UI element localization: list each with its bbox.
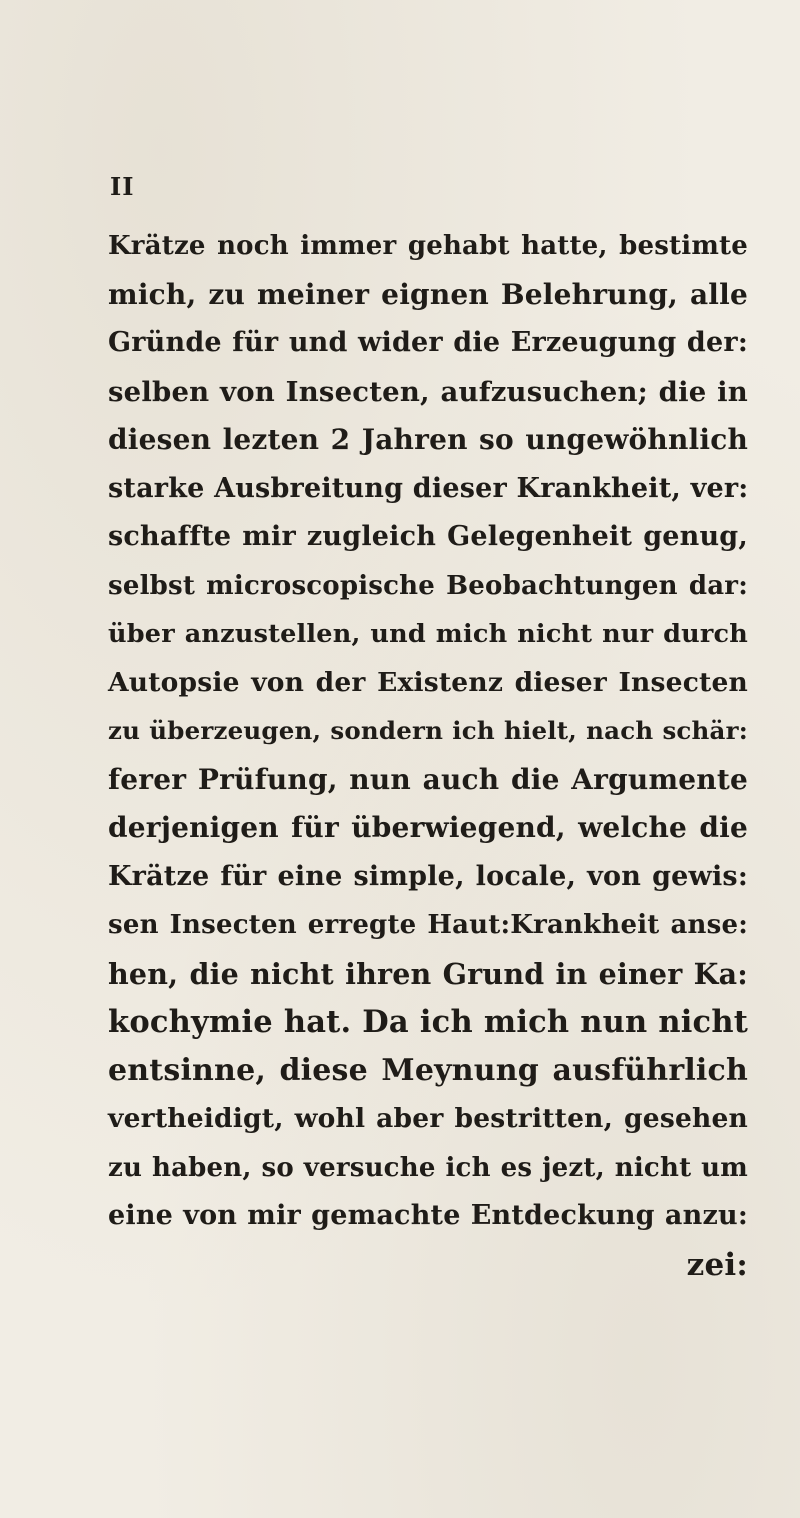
- body-text: [108, 222, 748, 1289]
- text-line: zu haben, so versuche ich es jezt, nicht um: [108, 1152, 748, 1183]
- text-line: entsinne, diese Meynung ausführlich: [108, 1052, 748, 1088]
- text-line: schaffte mir zugleich Gelegenheit genug,: [108, 521, 748, 552]
- text-line: kochymie hat. Da ich mich nun nicht: [108, 1004, 748, 1040]
- text-line: Autopsie von der Existenz dieser Insecten: [108, 666, 748, 698]
- text-line: Gründe für und wider die Erzeugung der:: [108, 327, 748, 358]
- text-line: Krätze noch immer gehabt hatte, bestimte: [108, 231, 748, 261]
- text-line: vertheidigt, wohl aber bestritten, gesehen: [108, 1103, 748, 1134]
- text-line: zu überzeugen, sondern ich hielt, nach schär:: [108, 716, 748, 745]
- text-line: über anzustellen, und mich nicht nur durch: [108, 619, 748, 649]
- text-line: ferer Prüfung, nun auch die Argumente: [108, 762, 748, 796]
- text-line: hen, die nicht ihren Grund in einer Ka:: [108, 956, 748, 991]
- text-line: sen Insecten erregte Haut:Krankheit anse:: [108, 910, 748, 940]
- text-line: derjenigen für überwiegend, welche die: [108, 811, 748, 844]
- text-line: eine von mir gemachte Entdeckung anzu:: [108, 1200, 748, 1231]
- text-line: mich, zu meiner eignen Belehrung, alle: [108, 277, 748, 311]
- page-number: II: [110, 172, 135, 201]
- text-line: starke Ausbreitung dieser Krankheit, ver:: [108, 472, 749, 504]
- text-line: diesen lezten 2 Jahren so ungewöhnlich: [108, 423, 748, 456]
- text-line: selben von Insecten, aufzusuchen; die in: [108, 375, 748, 408]
- catchword: zei:: [686, 1246, 748, 1283]
- text-line: Krätze für eine simple, locale, von gewis:: [108, 860, 748, 892]
- text-line: selbst microscopische Beobachtungen dar:: [108, 570, 748, 601]
